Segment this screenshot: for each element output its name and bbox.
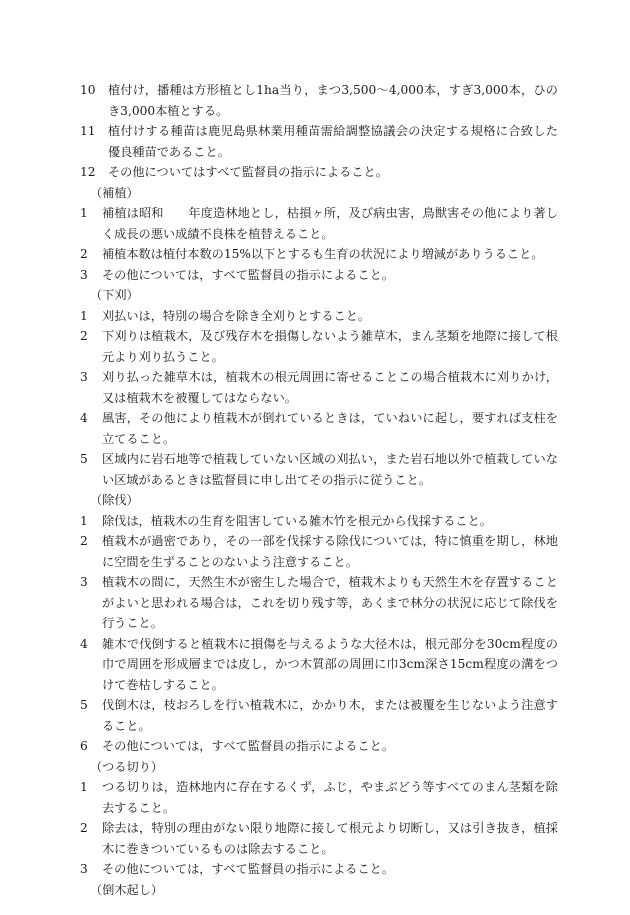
list-item xyxy=(80,695,558,736)
item-number: 10 xyxy=(80,83,96,97)
item-number: 1 xyxy=(80,308,88,323)
list-item xyxy=(80,80,558,121)
item-text: その他については，すべて監督員の指示によること。 xyxy=(102,267,395,282)
list-item xyxy=(80,244,558,265)
list-item xyxy=(80,736,558,757)
item-number: 5 xyxy=(80,452,88,466)
item-number: 1 xyxy=(80,780,88,794)
item-number: 2 xyxy=(80,329,88,343)
section-heading: （倒木起し） xyxy=(90,882,164,897)
list-item xyxy=(80,572,558,634)
list-item xyxy=(80,634,558,696)
item-text: 補植本数は植付本数の15%以下とするも生育の状況により増減がありうること。 xyxy=(102,247,544,261)
section-heading: （つる切り） xyxy=(90,759,164,774)
item-text: 刈り払った雑草木は，植栽木の根元周囲に寄せることこの場合植栽木に刈りかけ，又は植栽木を被覆してはならない。 xyxy=(102,370,558,405)
item-text: 植栽木が過密であり，その一部を伐採する除伐については，特に慎重を期し，林地に空間を生ずることのないよう注意すること。 xyxy=(102,534,558,569)
item-text: 伐倒木は，枝おろしを行い植栽木に，かかり木，または被覆を生じないよう注意すること。 xyxy=(102,698,558,733)
item-number: 1 xyxy=(80,513,88,528)
item-number: 11 xyxy=(80,124,96,138)
section-heading: （補植） xyxy=(90,185,139,200)
item-number: 12 xyxy=(80,165,96,179)
item-text: 除去は，特別の理由がない限り地際に接して根元より切断し，又は引き抜き，植採木に巻きついているものは除去すること。 xyxy=(102,821,558,856)
item-number: 6 xyxy=(80,739,88,753)
item-text: 植付けする種苗は鹿児島県林業用種苗需給調整協議会の決定する規格に合致した優良種苗であること。 xyxy=(108,124,558,159)
item-number: 2 xyxy=(80,534,88,548)
list-item xyxy=(80,818,558,859)
item-text: 下刈りは植栽木，及び残存木を損傷しないよう雑草木，まん茎類を地際に接して根元より刈り払うこと。 xyxy=(102,329,558,364)
item-text: 植付け，播種は方形植とし1ha当り，まつ3,500～4,000本，すぎ3,000本，ひのき3,000本植とする。 xyxy=(108,83,558,118)
section-heading: （除伐） xyxy=(90,493,139,507)
item-text: 雑木で伐倒すると植栽木に損傷を与えるような大径木は，根元部分を30cm程度の巾で周囲を形成層までは皮し，かつ木質部の周囲に巾3cm深さ15cm程度の溝をつけて巻枯しすること。 xyxy=(102,636,558,692)
list-item xyxy=(80,121,558,162)
list-item xyxy=(80,777,558,818)
item-text: 刈払いは，特別の場合を除き全刈りとすること。 xyxy=(102,308,371,323)
item-number: 2 xyxy=(80,821,88,835)
item-number: 4 xyxy=(80,411,88,425)
item-number: 1 xyxy=(80,206,88,220)
item-number: 3 xyxy=(80,575,88,589)
list-item xyxy=(80,203,558,244)
item-number: 5 xyxy=(80,698,88,712)
item-text: その他については，すべて監督員の指示によること。 xyxy=(102,739,395,753)
item-number: 3 xyxy=(80,370,88,384)
item-text: 除伐は，植栽木の生育を阻害している雑木竹を根元から伐採すること。 xyxy=(102,513,492,528)
item-number: 2 xyxy=(80,247,88,261)
item-text: 風害，その他により植栽木が倒れているときは，ていねいに起し，要すれば支柱を立てること。 xyxy=(102,411,558,446)
list-item xyxy=(80,265,558,286)
list-item xyxy=(80,162,558,183)
list-item xyxy=(80,408,558,449)
item-text: つる切りは，造林地内に存在するくず，ふじ，やまぶどう等すべてのまん茎類を除去すること。 xyxy=(102,780,558,815)
item-number: 3 xyxy=(80,267,88,282)
list-item xyxy=(80,326,558,367)
item-text: その他についてはすべて監督員の指示によること。 xyxy=(108,165,388,179)
list-item xyxy=(80,511,558,532)
list-item xyxy=(80,531,558,572)
list-item xyxy=(80,367,558,408)
item-number: 3 xyxy=(80,862,88,876)
item-text: 区域内に岩石地等で植栽していない区域の刈払い，また岩石地以外で植栽していない区域があるときは監督員に申し出てその指示に従うこと。 xyxy=(102,452,558,487)
section-heading: （下刈） xyxy=(90,288,139,302)
list-item xyxy=(80,859,558,880)
item-text: その他については，すべて監督員の指示によること。 xyxy=(102,862,395,876)
item-text: 植栽木の間に，天然生木が密生した場合で，植栽木よりも天然生木を存置することがよいと思われる場合は，これを切り残す等，あくまで林分の状況に応じて除伐を行うこと。 xyxy=(102,575,558,630)
list-item xyxy=(80,449,558,490)
item-text: 補植は昭和 年度造林地とし，枯損ヶ所，及び病虫害，鳥獣害その他により著しく成長の悪い成績不良株を植替えること。 xyxy=(102,206,558,241)
item-number: 4 xyxy=(80,636,88,651)
document-body xyxy=(80,80,558,900)
list-item xyxy=(80,306,558,327)
